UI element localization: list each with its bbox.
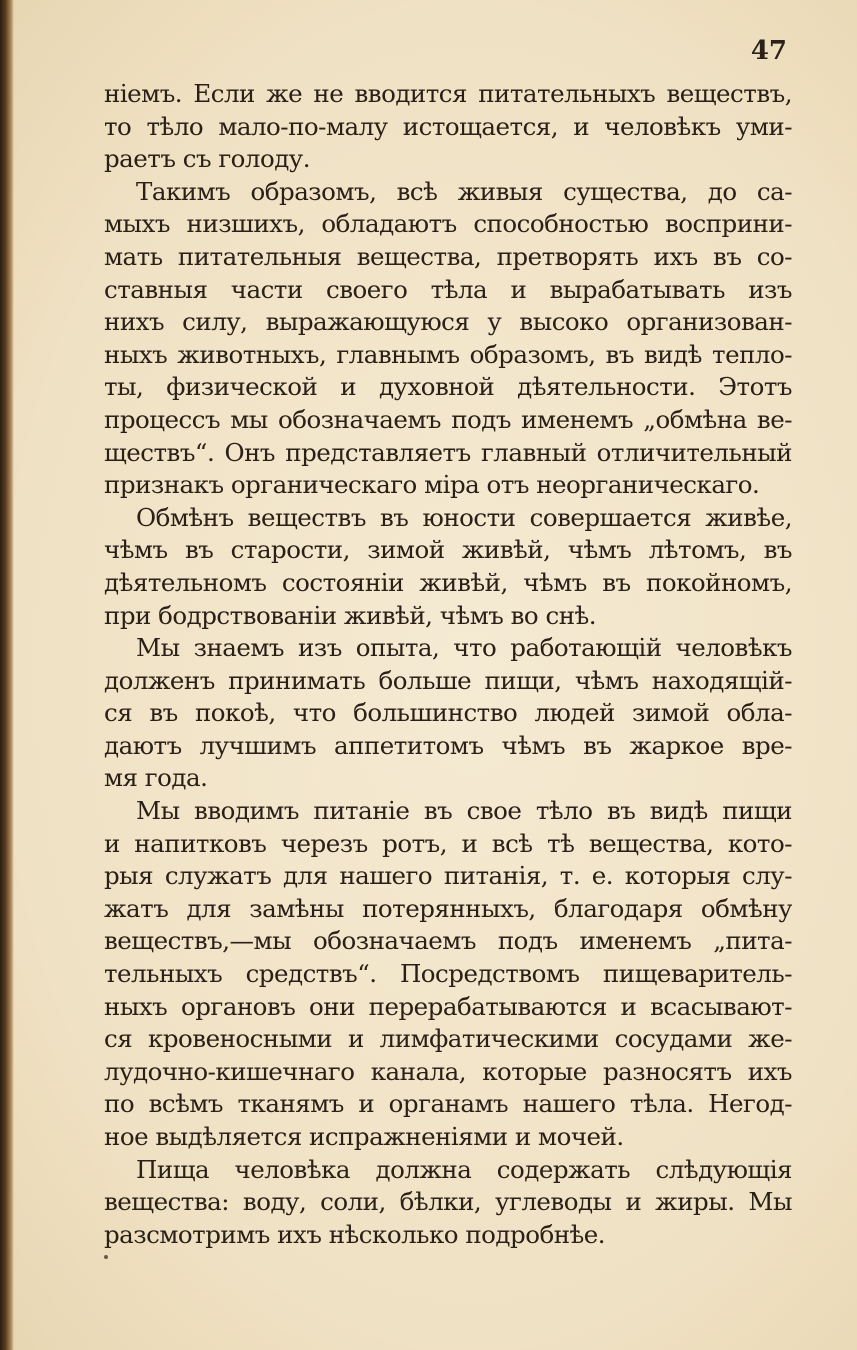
text-line: вещества: воду, соли, бѣлки, углеводы и жиры. Мы <box>104 1187 792 1217</box>
text-line: ныхъ животныхъ, главнымъ образомъ, въ видѣ тепло- <box>104 339 792 369</box>
text-line: ное выдѣляется испражненіями и мочей. <box>104 1122 624 1151</box>
text-line: лудочно-кишечнаго канала, которые разносятъ ихъ <box>104 1056 792 1086</box>
text-line: Обмѣнъ веществъ въ юности совершается живѣе, <box>136 502 792 532</box>
text-line: даютъ лучшимъ аппетитомъ чѣмъ въ жаркое вре- <box>104 730 792 760</box>
text-line: Мы вводимъ питаніе въ свое тѣло въ видѣ пищи <box>136 796 792 826</box>
text-line: ществъ“. Онъ представляетъ главный отличительный <box>104 437 792 467</box>
text-line: Такимъ образомъ, всѣ живыя существа, до са- <box>136 176 792 206</box>
text-line: рыя служатъ для нашего питанія, т. е. которыя слу- <box>104 861 792 891</box>
text-line: и напитковъ черезъ ротъ, и всѣ тѣ вещества, кото- <box>104 828 792 858</box>
text-line: ся кровеносными и лимфатическими сосудами же- <box>104 1024 792 1054</box>
text-line: при бодрствованіи живѣй, чѣмъ во снѣ. <box>104 600 597 630</box>
page-number: 47 <box>750 36 787 66</box>
text-line: тельныхъ средствъ“. Посредствомъ пищеваритель- <box>104 959 792 989</box>
text-line: разсмотримъ ихъ нѣсколько подробнѣе. <box>104 1219 606 1249</box>
text-line: нихъ силу, выражающуюся у высоко организован- <box>104 307 792 337</box>
text-line: ся въ покоѣ, что большинство людей зимой обла- <box>104 698 792 728</box>
text-line: ты, физической и духовной дѣятельности. Этотъ <box>104 372 792 402</box>
text-line: мыхъ низшихъ, обладаютъ способностью восприни- <box>104 209 792 239</box>
ink-speck <box>104 1255 108 1259</box>
text-line: раетъ съ голоду. <box>104 144 311 174</box>
text-line: по всѣмъ тканямъ и органамъ нашего тѣла. Негод- <box>104 1089 792 1119</box>
text-line: ныхъ органовъ они перерабатываются и всасывают- <box>104 991 792 1021</box>
text-line: процессъ мы обозначаемъ подъ именемъ „обмѣна ве- <box>104 404 792 434</box>
text-line: дѣятельномъ состояніи живѣй, чѣмъ въ покойномъ, <box>104 567 792 597</box>
text-line: то тѣло мало-по-малу истощается, и человѣкъ уми- <box>104 111 792 141</box>
text-line: ставныя части своего тѣла и вырабатывать изъ <box>104 274 792 304</box>
text-line: долженъ принимать больше пищи, чѣмъ находящій- <box>104 665 792 695</box>
book-spine-shadow <box>0 0 14 1350</box>
text-line: ніемъ. Если же не вводится питательныхъ веществъ, <box>104 79 792 108</box>
text-line: веществъ,—мы обозначаемъ подъ именемъ „пита- <box>104 926 792 956</box>
text-line: чѣмъ въ старости, зимой живѣй, чѣмъ лѣтомъ, въ <box>104 535 792 565</box>
text-line: Мы знаемъ изъ опыта, что работающій человѣкъ <box>136 633 792 663</box>
text-line: Пища человѣка должна содержать слѣдующія <box>136 1154 792 1184</box>
text-line: мя года. <box>104 763 208 793</box>
body-text <box>104 78 792 1251</box>
text-line: признакъ органическаго міра отъ неорганическаго. <box>104 470 760 500</box>
text-line: мать питательныя вещества, претворять ихъ въ со- <box>104 241 792 271</box>
text-line: жатъ для замѣны потерянныхъ, благодаря обмѣну <box>104 893 792 923</box>
